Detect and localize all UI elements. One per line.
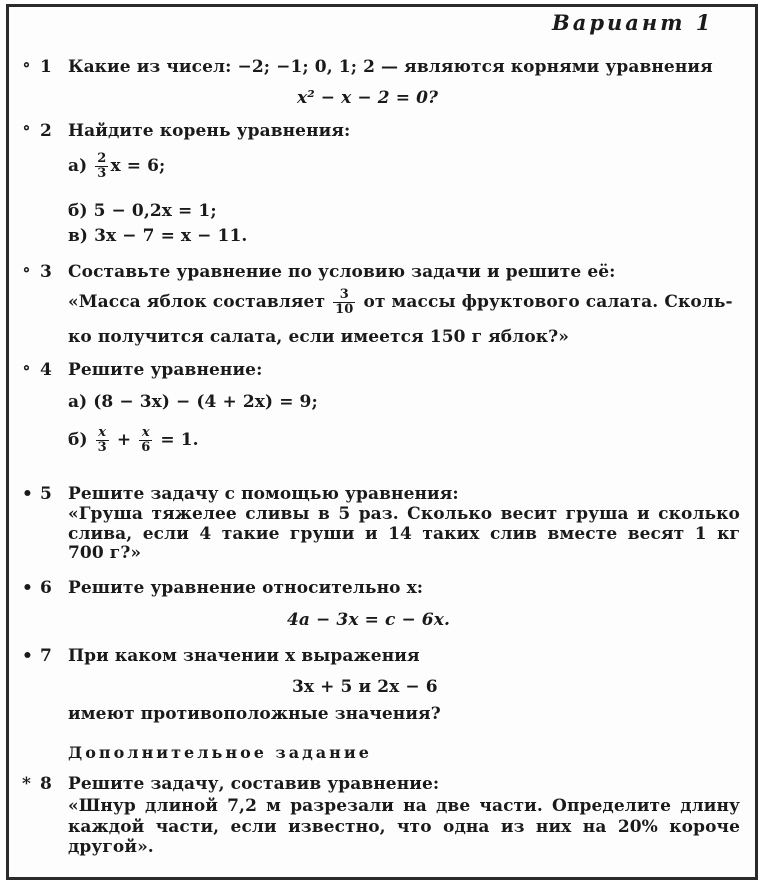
task-5-marker: •	[22, 484, 33, 504]
task-4b-numerator-1: x	[96, 426, 109, 441]
task-2a-denominator: 3	[97, 166, 107, 181]
task-2c: в) 3x − 7 = x − 11.	[68, 226, 248, 246]
task-2-marker: ∘	[22, 118, 31, 138]
task-4a: а) (8 − 3x) − (4 + 2x) = 9;	[68, 392, 318, 412]
task-4-number: 4	[40, 360, 52, 380]
task-8-line-3: другой».	[68, 837, 154, 857]
task-6-text: Решите уравнение относительно x:	[68, 578, 424, 598]
variant-title: Вариант 1	[552, 10, 714, 35]
task-7-equation: 3x + 5 и 2x − 6	[292, 677, 438, 697]
task-2-number: 2	[40, 121, 52, 141]
task-8-text: Решите задачу, составив уравнение:	[68, 774, 440, 794]
task-3-line-1-before: «Масса яблок составляет	[68, 292, 326, 312]
task-4-text: Решите уравнение:	[68, 360, 263, 380]
task-5-number: 5	[40, 484, 52, 504]
task-2a-numerator: 2	[97, 151, 107, 166]
task-4b-rest: = 1.	[160, 430, 199, 450]
task-3-fraction	[333, 288, 355, 317]
extra-section-title: Дополнительное задание	[68, 743, 372, 762]
task-2b: б) 5 − 0,2x = 1;	[68, 201, 217, 221]
task-5-line-2: слива, если 4 такие груши и 14 таких слив вместе весят 1 кг	[68, 524, 740, 544]
task-4b-plus: +	[116, 430, 132, 450]
task-4b-label: б)	[68, 430, 88, 450]
task-4b	[68, 426, 199, 455]
task-6-equation: 4a − 3x = c − 6x.	[287, 610, 450, 630]
task-5-line-3: 700 г?»	[68, 543, 142, 563]
task-8-line-2: каждой части, если известно, что одна из них на 20% короче	[68, 817, 740, 837]
task-1-text: Какие из чисел: −2; −1; 0, 1; 2 — являются корнями уравнения	[68, 57, 713, 77]
task-7-marker: •	[22, 646, 33, 666]
task-8-number: 8	[40, 774, 52, 794]
task-1-number: 1	[40, 57, 52, 77]
task-4b-numerator-2: x	[139, 426, 152, 441]
task-2a-fraction	[95, 152, 108, 181]
task-8-marker: *	[22, 774, 31, 794]
task-4-marker: ∘	[22, 358, 31, 378]
task-3-number: 3	[40, 262, 52, 282]
task-1-marker: ∘	[22, 55, 31, 75]
task-6-marker: •	[22, 578, 33, 598]
task-2-text: Найдите корень уравнения:	[68, 121, 351, 141]
task-7-number: 7	[40, 646, 52, 666]
task-3-numerator: 3	[333, 288, 355, 303]
task-4b-fraction-2	[139, 426, 152, 455]
task-4b-denominator-2: 6	[141, 440, 151, 455]
task-7-text: При каком значении x выражения	[68, 646, 420, 666]
task-1-equation: x² − x − 2 = 0?	[297, 88, 439, 108]
task-5-line-1: «Груша тяжелее сливы в 5 раз. Сколько весит груша и сколько	[68, 504, 740, 524]
task-5-text: Решите задачу с помощью уравнения:	[68, 484, 459, 504]
task-3-denominator: 10	[335, 302, 354, 317]
task-6-number: 6	[40, 578, 52, 598]
task-3-line-2: ко получится салата, если имеется 150 г яблок?»	[68, 327, 569, 347]
task-3-marker: ∘	[22, 260, 31, 280]
task-3-line-1-after: от массы фруктового салата. Сколь-	[363, 292, 733, 312]
task-4b-fraction-1	[96, 426, 109, 455]
task-2a	[68, 152, 165, 181]
task-3-text: Составьте уравнение по условию задачи и решите её:	[68, 262, 616, 282]
task-2a-label: а)	[68, 156, 88, 176]
task-8-line-1: «Шнур длиной 7,2 м разрезали на две части. Определите длину	[68, 796, 740, 816]
task-2a-rest: x = 6;	[110, 156, 166, 176]
task-3-line-1	[68, 288, 733, 317]
task-7-line-2: имеют противоположные значения?	[68, 704, 441, 724]
task-4b-denominator-1: 3	[97, 440, 107, 455]
